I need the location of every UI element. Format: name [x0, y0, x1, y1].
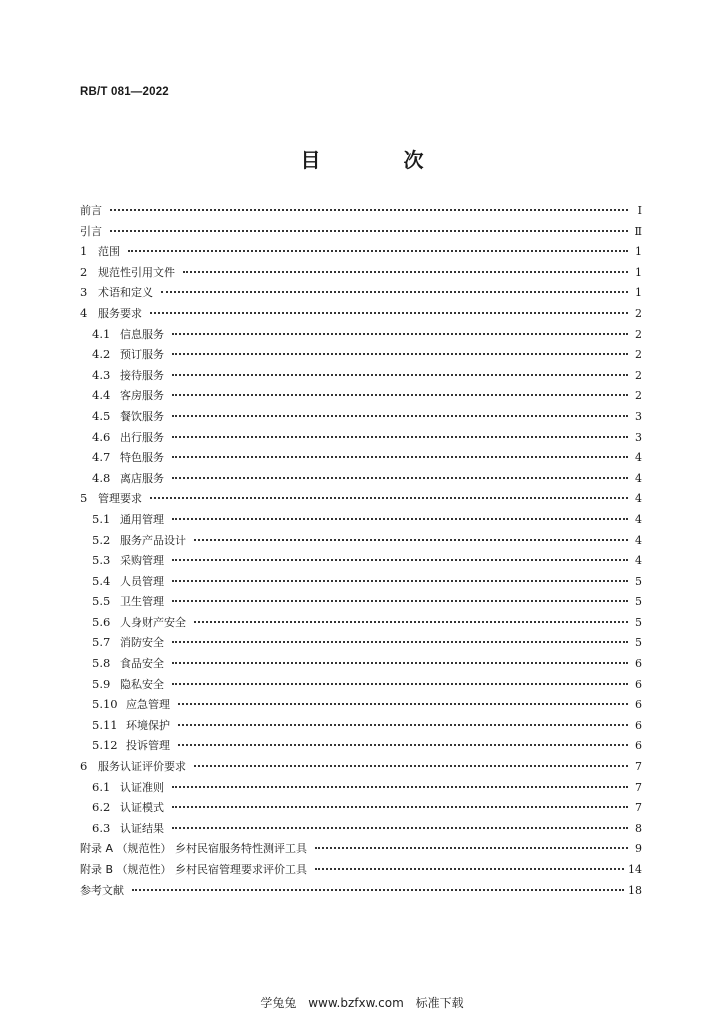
- toc-entry-number: 5.5: [92, 594, 111, 609]
- toc-dot-leader: [172, 549, 628, 561]
- toc-entry-page-number: 2: [635, 348, 642, 362]
- toc-entry-label: 环境保护: [126, 718, 170, 732]
- toc-entry-number: 6: [80, 759, 88, 774]
- toc-entry-page-number: 5: [635, 615, 642, 629]
- toc-entry-label: 卫生管理: [120, 595, 164, 609]
- toc-entry-number: 5.6: [92, 614, 111, 629]
- toc-entry-page-number: 4: [635, 492, 642, 506]
- toc-dot-leader: [132, 879, 624, 891]
- toc-dot-leader: [172, 508, 628, 520]
- toc-entry-number: 6.1: [92, 779, 111, 794]
- toc-entry-page-number: 3: [635, 409, 642, 423]
- toc-entry-page-number: 6: [635, 677, 642, 691]
- toc-entry-page-number: Ⅰ: [637, 204, 642, 217]
- toc-dot-leader: [172, 631, 628, 643]
- toc-dot-leader: [172, 776, 628, 788]
- toc-entry-number: 5.9: [92, 676, 111, 691]
- toc-dot-leader: [194, 529, 628, 541]
- toc-dot-leader: [178, 714, 628, 726]
- toc-entry-page-number: 5: [635, 574, 642, 588]
- toc-entry-number: 2: [80, 264, 88, 279]
- toc-entry-label: 消防安全: [120, 636, 164, 650]
- toc-entry-label: 附录 B （规范性） 乡村民宿管理要求评价工具: [80, 863, 308, 876]
- toc-entry-number: 5.1: [92, 511, 111, 526]
- toc-entry-page-number: 9: [635, 842, 642, 856]
- toc-dot-leader: [172, 426, 628, 438]
- toc-entry-label: 服务认证评价要求: [98, 760, 186, 774]
- toc-entry-label: 接待服务: [120, 368, 164, 382]
- toc-dot-leader: [172, 590, 628, 602]
- toc-entry-page-number: 2: [635, 306, 642, 320]
- toc-dot-leader: [172, 446, 628, 458]
- toc-entry-page-number: 1: [635, 286, 642, 300]
- toc-dot-leader: [150, 487, 628, 499]
- toc-entry-number: 3: [80, 285, 88, 300]
- toc-entry-label: 范围: [98, 245, 120, 259]
- toc-entry-page-number: 6: [635, 698, 642, 712]
- toc-dot-leader: [150, 302, 628, 314]
- toc-entry-number: 6.2: [92, 800, 111, 815]
- toc-entry-page-number: 8: [635, 821, 642, 835]
- toc-entry-label: 信息服务: [120, 327, 164, 341]
- toc-entry-page-number: 6: [635, 739, 642, 753]
- toc-entry-label: 应急管理: [126, 698, 170, 712]
- toc-entry-label: 食品安全: [120, 657, 164, 671]
- toc-entry-label: 术语和定义: [98, 286, 153, 300]
- toc-entry-label: 规范性引用文件: [98, 265, 175, 279]
- footer-slogan: 标准下载: [415, 996, 464, 1010]
- toc-entry-page-number: 2: [635, 327, 642, 341]
- toc-entry-page-number: 1: [635, 265, 642, 279]
- toc-entry-number: 5.4: [92, 573, 111, 588]
- toc-dot-leader: [172, 405, 628, 417]
- toc-title: 目 次: [300, 148, 462, 172]
- toc-dot-leader: [194, 755, 628, 767]
- toc-dot-leader: [178, 734, 628, 746]
- toc-entry-page-number: Ⅱ: [634, 224, 642, 238]
- toc-dot-leader: [172, 673, 628, 685]
- toc-entry-number: 5: [80, 491, 88, 506]
- toc-entry-label: 餐饮服务: [120, 409, 164, 423]
- toc-entry-page-number: 4: [635, 471, 642, 485]
- toc-entry-page-number: 7: [635, 801, 642, 815]
- toc-entry-number: 4.2: [92, 347, 111, 362]
- toc-entry-page-number: 2: [635, 389, 642, 403]
- toc-entry-label: 引言: [80, 224, 102, 238]
- toc-entry-number: 5.10: [92, 697, 118, 712]
- toc-entry-label: 附录 A （规范性） 乡村民宿服务特性测评工具: [80, 842, 308, 856]
- toc-entry-label: 离店服务: [120, 471, 164, 485]
- toc-entry-label: 前言: [80, 204, 102, 217]
- toc-entry-page-number: 5: [635, 595, 642, 609]
- toc-entry-label: 隐私安全: [120, 677, 164, 691]
- toc-entry-page-number: 7: [635, 780, 642, 794]
- toc-entry-label: 特色服务: [120, 451, 164, 465]
- toc-entry-number: 5.7: [92, 635, 111, 650]
- toc-dot-leader: [315, 858, 624, 870]
- toc-dot-leader: [183, 261, 628, 273]
- toc-dot-leader: [194, 611, 628, 623]
- toc-entry-label: 人员管理: [120, 574, 164, 588]
- toc-entry-label: 通用管理: [120, 512, 164, 526]
- document-code: RB/T 081—2022: [80, 86, 169, 98]
- toc-entry-label: 服务要求: [98, 306, 142, 320]
- toc-dot-leader: [178, 693, 628, 705]
- toc-dot-leader: [110, 199, 628, 211]
- toc-dot-leader: [172, 570, 628, 582]
- toc-entry-number: 4: [80, 305, 88, 320]
- toc-dot-leader: [110, 220, 628, 232]
- toc-entry-number: 4.3: [92, 367, 111, 382]
- toc-entry-page-number: 5: [635, 636, 642, 650]
- toc-entry-label: 出行服务: [120, 430, 164, 444]
- table-of-contents: [80, 202, 642, 902]
- toc-entry-number: 4.4: [92, 388, 111, 403]
- footer-watermark: [0, 994, 724, 1011]
- toc-entry-page-number: 4: [635, 451, 642, 465]
- toc-entry-page-number: 14: [628, 863, 642, 876]
- footer-site-name: 学兔兔: [260, 996, 297, 1010]
- toc-entry-page-number: 2: [635, 368, 642, 382]
- toc-dot-leader: [172, 467, 628, 479]
- toc-entry-page-number: 7: [635, 760, 642, 774]
- toc-entry-number: 5.11: [92, 717, 118, 732]
- toc-dot-leader: [172, 343, 628, 355]
- toc-dot-leader: [172, 384, 628, 396]
- toc-entry-number: 4.8: [92, 470, 111, 485]
- toc-entry-page-number: 6: [635, 718, 642, 732]
- toc-entry-label: 采购管理: [120, 554, 164, 568]
- toc-entry-page-number: 3: [635, 430, 642, 444]
- toc-entry-number: 5.2: [92, 532, 111, 547]
- toc-entry-page-number: 4: [635, 554, 642, 568]
- toc-entry-label: 认证准则: [120, 780, 164, 794]
- toc-dot-leader: [172, 652, 628, 664]
- toc-entry-number: 5.3: [92, 553, 111, 568]
- toc-entry-page-number: 4: [635, 512, 642, 526]
- toc-entry-number: 4.7: [92, 450, 111, 465]
- toc-entry-label: 服务产品设计: [120, 533, 186, 547]
- toc-entry-page-number: 18: [628, 883, 642, 897]
- toc-dot-leader: [161, 281, 628, 293]
- toc-entry-label: 认证模式: [120, 801, 164, 815]
- toc-entry-label: 客房服务: [120, 389, 164, 403]
- toc-entry-number: 4.6: [92, 429, 111, 444]
- toc-dot-leader: [128, 240, 628, 252]
- toc-entry-number: 5.8: [92, 656, 111, 671]
- toc-entry-label: 认证结果: [120, 821, 164, 835]
- toc-entry-label: 投诉管理: [126, 739, 170, 753]
- footer-url: www.bzfxw.com: [308, 996, 404, 1010]
- toc-entry-page-number: 1: [635, 245, 642, 259]
- toc-entry-label: 参考文献: [80, 883, 124, 897]
- toc-entry-page-number: 4: [635, 533, 642, 547]
- toc-dot-leader: [172, 796, 628, 808]
- toc-entry-number: 5.12: [92, 738, 118, 753]
- toc-entry-number: 6.3: [92, 820, 111, 835]
- toc-dot-leader: [172, 364, 628, 376]
- toc-dot-leader: [172, 817, 628, 829]
- toc-entry-number: 4.1: [92, 326, 111, 341]
- toc-entry-page-number: 6: [635, 657, 642, 671]
- toc-entry-number: 1: [80, 244, 88, 259]
- toc-dot-leader: [315, 837, 628, 849]
- toc-dot-leader: [172, 323, 628, 335]
- toc-entry-label: 预订服务: [120, 348, 164, 362]
- toc-entry[interactable]: [80, 882, 642, 903]
- toc-entry-label: 人身财产安全: [120, 615, 186, 629]
- toc-entry-number: 4.5: [92, 408, 111, 423]
- toc-entry-label: 管理要求: [98, 492, 142, 506]
